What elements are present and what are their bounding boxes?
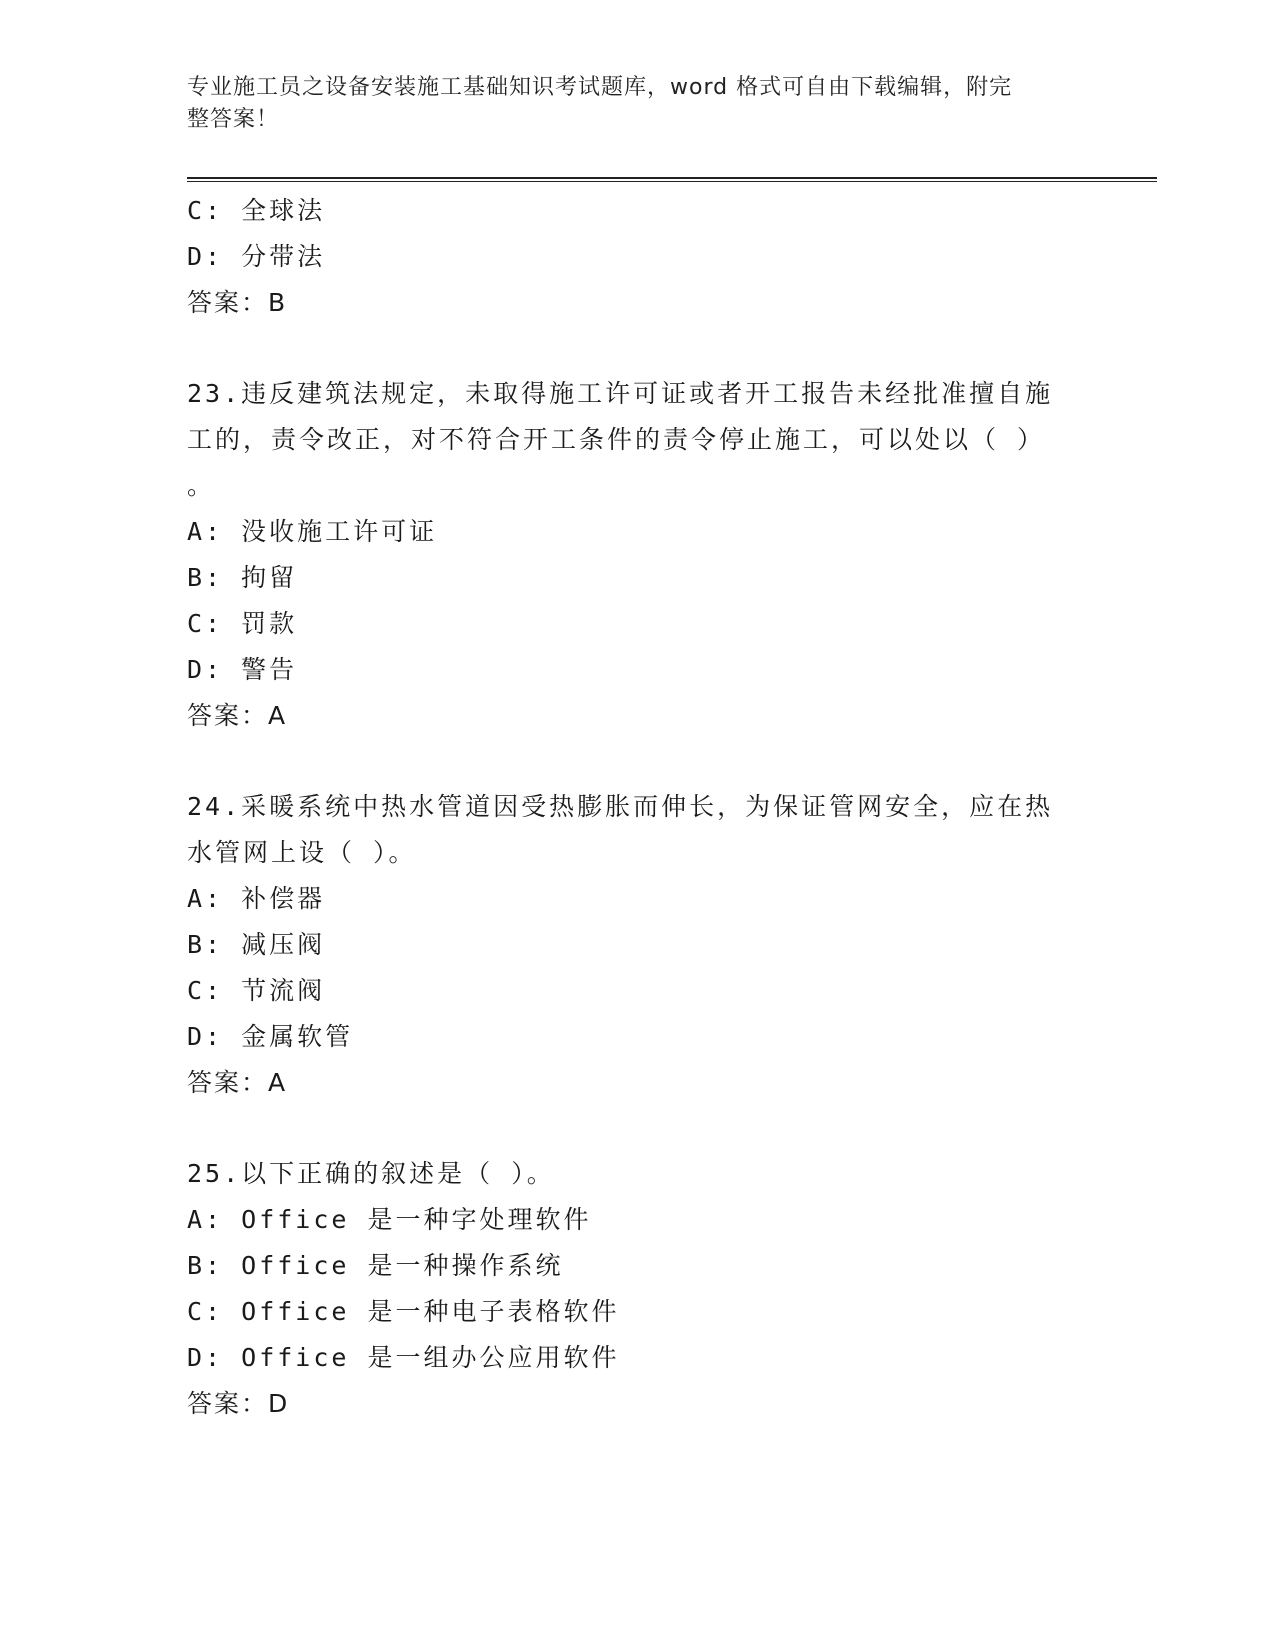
question-text-line: 23.违反建筑法规定，未取得施工许可证或者开工报告未经批准擅自施 [187, 379, 1054, 408]
question-text-line: 25.以下正确的叙述是（ ）。 [187, 1159, 555, 1188]
option-b: B: Office 是一种操作系统 [187, 1251, 564, 1280]
answer-line: 答案：B [187, 288, 288, 317]
header-divider [187, 177, 1157, 182]
answer-line: 答案：D [187, 1389, 290, 1418]
option-d: D: 金属软管 [187, 1022, 354, 1051]
option-d: D: 分带法 [187, 242, 326, 271]
question-text-line: 。 [187, 471, 216, 500]
question-24 [187, 784, 1087, 1106]
option-b: B: 拘留 [187, 563, 298, 592]
option-a: A: 没收施工许可证 [187, 517, 438, 546]
question-text-line: 24.采暖系统中热水管道因受热膨胀而伸长，为保证管网安全，应在热 [187, 792, 1054, 821]
option-a: A: 补偿器 [187, 884, 326, 913]
page-header [187, 72, 1087, 136]
header-line-1: 专业施工员之设备安装施工基础知识考试题库，word 格式可自由下载编辑，附完 [187, 75, 1013, 100]
option-c: C: 节流阀 [187, 976, 326, 1005]
question-23 [187, 371, 1087, 739]
header-line-2: 整答案！ [187, 107, 280, 132]
answer-line: 答案：A [187, 1068, 288, 1097]
question-text-line: 工的，责令改正，对不符合开工条件的责令停止施工，可以处以（ ） [187, 425, 1046, 454]
answer-line: 答案：A [187, 701, 288, 730]
option-c: C: 罚款 [187, 609, 298, 638]
option-c: C: 全球法 [187, 196, 326, 225]
option-a: A: Office 是一种字处理软件 [187, 1205, 592, 1234]
option-d: D: Office 是一组办公应用软件 [187, 1343, 620, 1372]
option-c: C: Office 是一种电子表格软件 [187, 1297, 620, 1326]
question-text-line: 水管网上设（ ）。 [187, 838, 417, 867]
question-25 [187, 1151, 1087, 1427]
question-content [187, 188, 1087, 1427]
option-d: D: 警告 [187, 655, 298, 684]
option-b: B: 减压阀 [187, 930, 326, 959]
